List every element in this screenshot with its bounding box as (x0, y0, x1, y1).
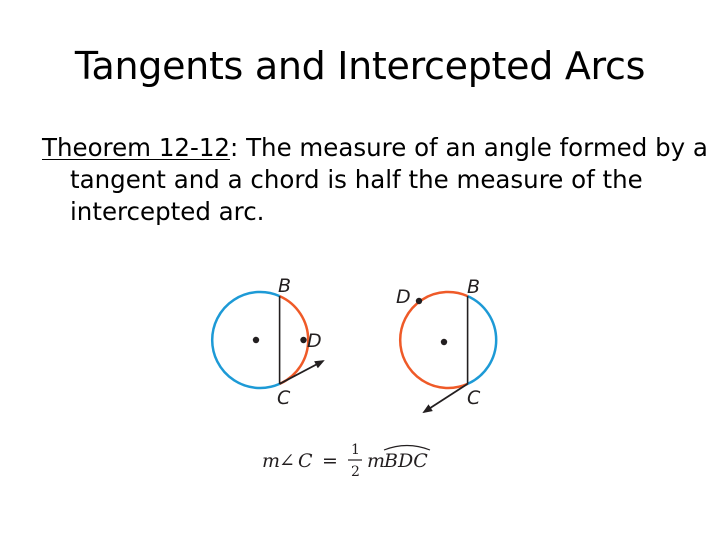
slide-title: Tangents and Intercepted Arcs (74, 44, 646, 88)
left-major-arc (212, 292, 279, 388)
theorem-body: The measure of an angle formed by a tangent and a chord is half the measure of the intercepted arc. (70, 133, 708, 226)
right-label-c: C (467, 387, 481, 409)
theorem-separator: : (230, 133, 239, 162)
formula (262, 442, 430, 480)
formula-c: C (298, 450, 313, 472)
formula-numerator: 1 (351, 442, 360, 458)
formula-arc-name: BDC (384, 450, 428, 472)
formula-equals: = (322, 450, 338, 472)
right-label-b: B (467, 276, 481, 298)
theorem-label: Theorem 12-12 (42, 133, 231, 162)
right-minor-arc (468, 296, 497, 384)
formula-denominator: 2 (351, 464, 360, 480)
left-center-point (253, 337, 259, 343)
left-label-d: D (307, 330, 322, 352)
left-label-b: B (278, 275, 292, 297)
formula-angle-symbol: ∠ (279, 450, 295, 472)
left-label-c: C (277, 387, 291, 409)
formula-m-left: m (262, 450, 281, 472)
right-point-d (416, 298, 422, 304)
right-center-point (441, 339, 447, 345)
figure-left (212, 275, 323, 409)
right-label-d: D (396, 286, 411, 308)
figure-right (396, 276, 496, 412)
left-point-d (300, 337, 306, 343)
formula-m-right: m (367, 450, 386, 472)
